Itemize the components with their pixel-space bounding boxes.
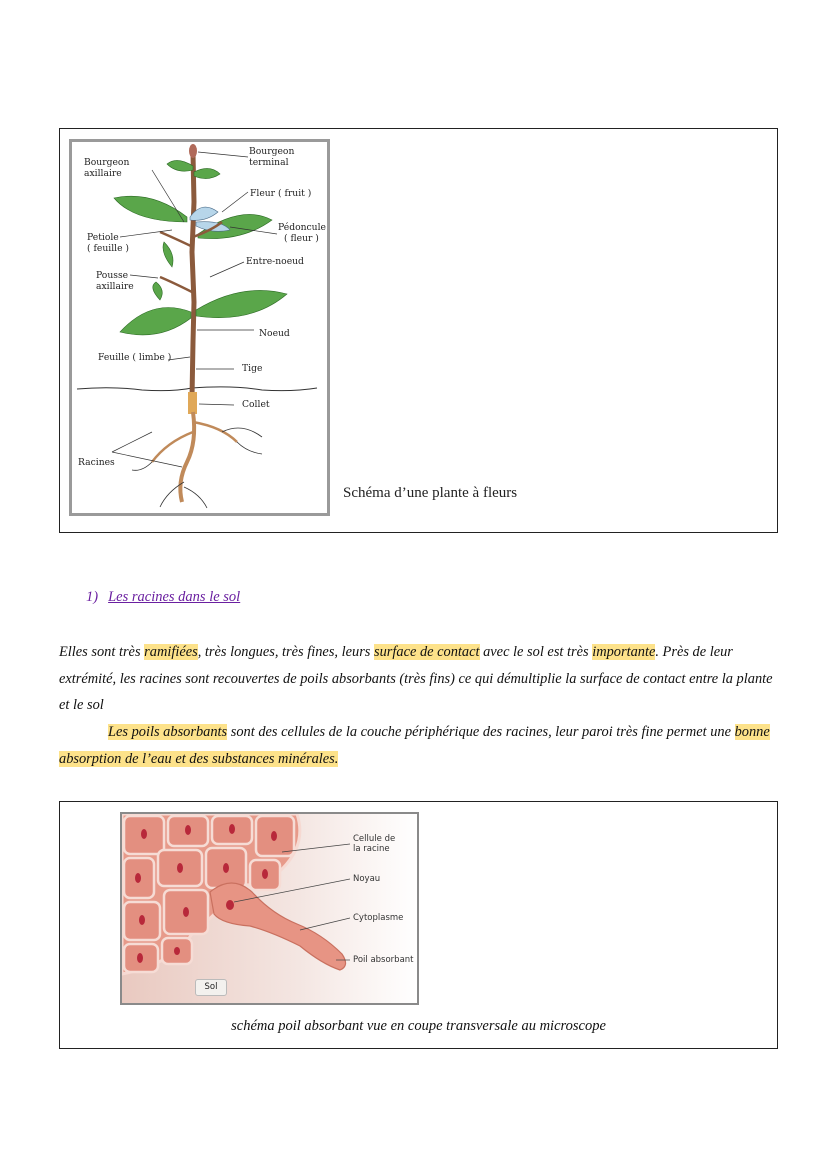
collar <box>188 392 197 414</box>
highlight: importante <box>592 644 656 660</box>
label-tige: Tige <box>242 363 263 374</box>
label-racines: Racines <box>78 457 115 468</box>
plant-diagram <box>69 139 330 516</box>
label-bourgeon-axillaire: Bourgeon axillaire <box>84 157 130 179</box>
label-cellule-racine: Cellule de la racine <box>353 834 396 854</box>
root-hair-figure-box <box>59 801 778 1049</box>
label-sol: Sol <box>195 979 227 996</box>
label-noyau: Noyau <box>353 874 381 884</box>
section-heading <box>86 589 240 606</box>
root-hair-diagram <box>120 812 419 1005</box>
section-title: Les racines dans le sol <box>108 589 241 605</box>
figure1-caption: Schéma d’une plante à fleurs <box>343 485 518 501</box>
label-cytoplasme: Cytoplasme <box>353 913 404 923</box>
terminal-bud <box>189 144 197 158</box>
label-petiole: Petiole ( feuille ) <box>87 232 130 254</box>
paragraph-root-hairs: Les poils absorbants sont des cellules de la couche périphérique des racines, leur paroi très fine permet une bonne absorption de l’eau et des substances minérales. <box>59 724 770 767</box>
leaf <box>120 308 191 335</box>
leaf <box>196 290 287 317</box>
label-poil-absorbant: Poil absorbant <box>353 955 414 965</box>
figure2-caption: schéma poil absorbant vue en coupe transversale au microscope <box>231 1018 606 1034</box>
label-fleur: Fleur ( fruit ) <box>250 188 312 199</box>
plant-figure-box <box>59 128 778 533</box>
stem <box>192 154 194 397</box>
highlight: bonne absorption de l’eau et des substances minérales. <box>59 724 770 767</box>
label-bourgeon-terminal: Bourgeon terminal <box>249 146 295 168</box>
label-noeud: Noeud <box>259 328 290 339</box>
paragraph-roots: Elles sont très ramifiées, très longues, très fines, leurs surface de contact avec le sol est très importante. Près de leur extrémité, les racines sont recouvertes de poils absorbants (très fins) ce qui démultiplie la surface de contact entre la plante et le sol <box>59 644 773 713</box>
highlight: ramifiées <box>144 644 198 660</box>
label-feuille: Feuille ( limbe ) <box>98 352 172 363</box>
highlight: surface de contact <box>374 644 480 660</box>
ground-line <box>77 387 317 391</box>
section-number: 1) <box>86 589 99 605</box>
label-pedoncule: Pédoncule ( fleur ) <box>278 222 326 244</box>
highlight: Les poils absorbants <box>108 724 228 740</box>
label-entre-noeud: Entre-noeud <box>246 256 304 267</box>
label-pousse-axillaire: Pousse axillaire <box>96 270 134 292</box>
label-collet: Collet <box>242 399 270 410</box>
